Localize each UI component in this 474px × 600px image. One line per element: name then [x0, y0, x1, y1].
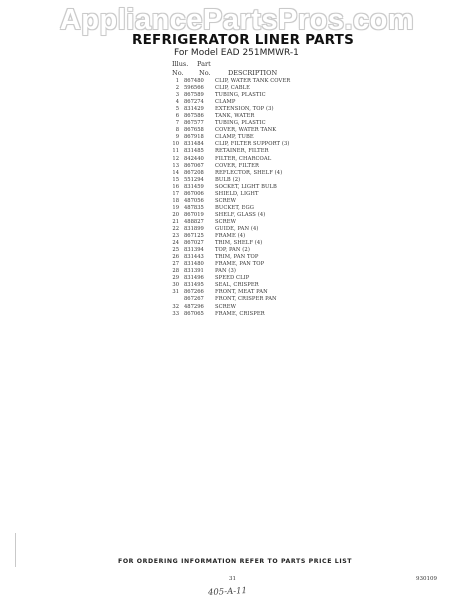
- illus-number: 22: [172, 225, 179, 232]
- part-number: 867006: [184, 190, 204, 197]
- illus-number: 20: [172, 211, 179, 218]
- illus-number: 31: [172, 289, 179, 296]
- part-number: 867586: [184, 113, 204, 120]
- part-description: EXTENSION, TOP (3): [215, 106, 274, 113]
- part-number: 831459: [184, 183, 204, 190]
- parts-row: [170, 311, 370, 318]
- parts-row: [170, 296, 370, 303]
- illus-number: 17: [172, 190, 179, 197]
- illus-number: 4: [175, 99, 179, 106]
- part-number: 487835: [184, 204, 204, 211]
- part-number: 867918: [184, 134, 204, 141]
- part-description: SCREW: [215, 197, 237, 204]
- watermark-logo: AppliancePartsPros.com: [59, 4, 415, 36]
- illus-number: [170, 296, 179, 303]
- illus-number: 27: [172, 261, 179, 268]
- part-number: 867027: [184, 240, 204, 247]
- parts-row: [170, 233, 370, 240]
- part-number: 596566: [184, 85, 204, 92]
- page-title: REFRIGERATOR LINER PARTS: [132, 32, 354, 48]
- part-number: 831495: [184, 282, 204, 289]
- parts-row: [170, 205, 370, 212]
- illus-number: 24: [172, 240, 179, 247]
- part-number: 867577: [184, 120, 204, 127]
- part-number: 867065: [184, 310, 204, 317]
- part-number: 867266: [184, 289, 204, 296]
- parts-row: [170, 268, 370, 275]
- part-number: 831496: [184, 275, 204, 282]
- illus-number: 33: [172, 310, 179, 317]
- illus-number: 1: [175, 78, 179, 84]
- ordering-footer: FOR ORDERING INFORMATION REFER TO PARTS PRICE LIST: [118, 558, 353, 565]
- parts-row: [170, 127, 370, 134]
- part-description: CLIP, CABLE: [215, 85, 251, 92]
- part-number: 831480: [184, 261, 204, 268]
- part-description: GUIDE, PAN (4): [215, 225, 259, 232]
- illus-number: 18: [172, 197, 179, 204]
- model-number: For Model EAD 251MMWR-1: [174, 48, 299, 58]
- illus-number: 29: [172, 275, 179, 282]
- part-description: PAN (3): [215, 268, 236, 275]
- illus-number: 7: [175, 120, 179, 127]
- parts-row: [170, 289, 370, 296]
- parts-row: [170, 106, 370, 113]
- part-number: 487296: [184, 303, 204, 310]
- parts-row: [170, 85, 370, 92]
- parts-row: [170, 247, 370, 254]
- parts-row: [170, 219, 370, 226]
- parts-row: [170, 113, 370, 120]
- part-description: FRAME, CRISPER: [215, 310, 265, 317]
- scan-artifact: [15, 533, 16, 567]
- part-description: FRONT, MEAT PAN: [215, 289, 268, 296]
- illus-no-header: No.: [172, 69, 184, 77]
- parts-row: [170, 191, 370, 198]
- parts-row: [170, 184, 370, 191]
- parts-row: [170, 304, 370, 311]
- parts-row: [170, 120, 370, 127]
- part-number: 867267: [184, 296, 204, 303]
- illus-number: 15: [172, 176, 179, 183]
- parts-row: [170, 226, 370, 233]
- part-description: CLIP, WATER TANK COVER: [215, 78, 291, 84]
- part-description: REFLECTOR, SHELF (4): [215, 169, 283, 176]
- parts-row: [170, 282, 370, 289]
- part-description: FRAME (4): [215, 233, 246, 240]
- part-description: CLIP, FILTER SUPPORT (3): [215, 141, 290, 148]
- illus-number: 19: [172, 204, 179, 211]
- parts-row: [170, 92, 370, 99]
- illus-number: 14: [172, 169, 179, 176]
- part-description: FRONT, CRISPER PAN: [215, 296, 277, 303]
- part-description: COVER, FILTER: [215, 162, 259, 169]
- illus-number: 10: [172, 141, 179, 148]
- parts-row: [170, 198, 370, 205]
- part-description: SCREW: [215, 218, 237, 225]
- part-description: TRIM, SHELF (4): [215, 240, 263, 247]
- parts-row: [170, 254, 370, 261]
- part-header: Part: [197, 60, 211, 68]
- parts-row: [170, 141, 370, 148]
- illus-number: 2: [175, 85, 179, 92]
- part-number: 867125: [184, 233, 204, 240]
- part-description: SHIELD, LIGHT: [215, 190, 259, 197]
- part-description: BUCKET, EGG: [215, 204, 254, 211]
- part-number: 831429: [184, 106, 204, 113]
- illus-number: 13: [172, 162, 179, 169]
- illus-number: 28: [172, 268, 179, 275]
- part-number: 487056: [184, 197, 204, 204]
- part-number: 867658: [184, 127, 204, 134]
- part-number: 867589: [184, 92, 204, 99]
- parts-row: [170, 148, 370, 155]
- part-number: 551294: [184, 176, 204, 183]
- part-number: 867067: [184, 162, 204, 169]
- illus-number: 6: [175, 113, 179, 120]
- illus-number: 16: [172, 183, 179, 190]
- part-description: TANK, WATER: [215, 113, 255, 120]
- parts-row: [170, 78, 370, 85]
- illus-header: Illus.: [172, 60, 189, 68]
- part-number: 842440: [184, 155, 204, 162]
- description-header: DESCRIPTION: [228, 69, 278, 77]
- parts-row: [170, 240, 370, 247]
- part-number: 831394: [184, 247, 204, 254]
- illus-number: 8: [175, 127, 179, 134]
- part-description: SEAL, CRISPER: [215, 282, 259, 289]
- page-number: 31: [229, 576, 236, 582]
- part-description: SOCKET, LIGHT BULB: [215, 183, 277, 190]
- part-description: BULB (2): [215, 176, 241, 183]
- illus-number: 30: [172, 282, 179, 289]
- illus-number: 12: [172, 155, 179, 162]
- part-number: 831485: [184, 148, 204, 155]
- part-description: RETAINER, FILTER: [215, 148, 269, 155]
- part-description: FILTER, CHARCOAL: [215, 155, 272, 162]
- illus-number: 11: [172, 148, 179, 155]
- document-code: 930109: [416, 576, 437, 582]
- part-description: TUBING, PLASTIC: [215, 92, 266, 99]
- parts-list: [170, 78, 370, 318]
- part-description: FRAME, PAN TOP: [215, 261, 265, 268]
- parts-row: [170, 261, 370, 268]
- part-description: TRIM, PAN TOP: [215, 254, 259, 261]
- illus-number: 26: [172, 254, 179, 261]
- illus-number: 3: [175, 92, 179, 99]
- part-number: 488827: [184, 218, 204, 225]
- part-description: TUBING, PLASTIC: [215, 120, 266, 127]
- illus-number: 21: [172, 218, 179, 225]
- part-description: CLAMP, TUBE: [215, 134, 254, 141]
- part-description: SPEED CLIP: [215, 275, 250, 282]
- parts-row: [170, 163, 370, 170]
- part-number: 831899: [184, 225, 204, 232]
- parts-row: [170, 212, 370, 219]
- illus-number: 5: [175, 106, 179, 113]
- part-description: COVER, WATER TANK: [215, 127, 277, 134]
- part-number: 867274: [184, 99, 204, 106]
- parts-row: [170, 156, 370, 163]
- part-description: CLAMP: [215, 99, 236, 106]
- part-description: SCREW: [215, 303, 237, 310]
- part-number: 867480: [184, 78, 204, 84]
- illus-number: 23: [172, 233, 179, 240]
- part-number: 831484: [184, 141, 204, 148]
- part-number: 867019: [184, 211, 204, 218]
- illus-number: 9: [175, 134, 179, 141]
- illus-number: 32: [172, 303, 179, 310]
- parts-row: [170, 170, 370, 177]
- part-description: SHELF, GLASS (4): [215, 211, 266, 218]
- parts-row: [170, 275, 370, 282]
- handwritten-note: 405-A-11: [207, 585, 248, 599]
- part-description: TOP, PAN (2): [215, 247, 250, 254]
- parts-row: [170, 177, 370, 184]
- part-number: 867208: [184, 169, 204, 176]
- part-number: 831443: [184, 254, 204, 261]
- part-no-header: No.: [199, 69, 211, 77]
- part-number: 831391: [184, 268, 204, 275]
- illus-number: 25: [172, 247, 179, 254]
